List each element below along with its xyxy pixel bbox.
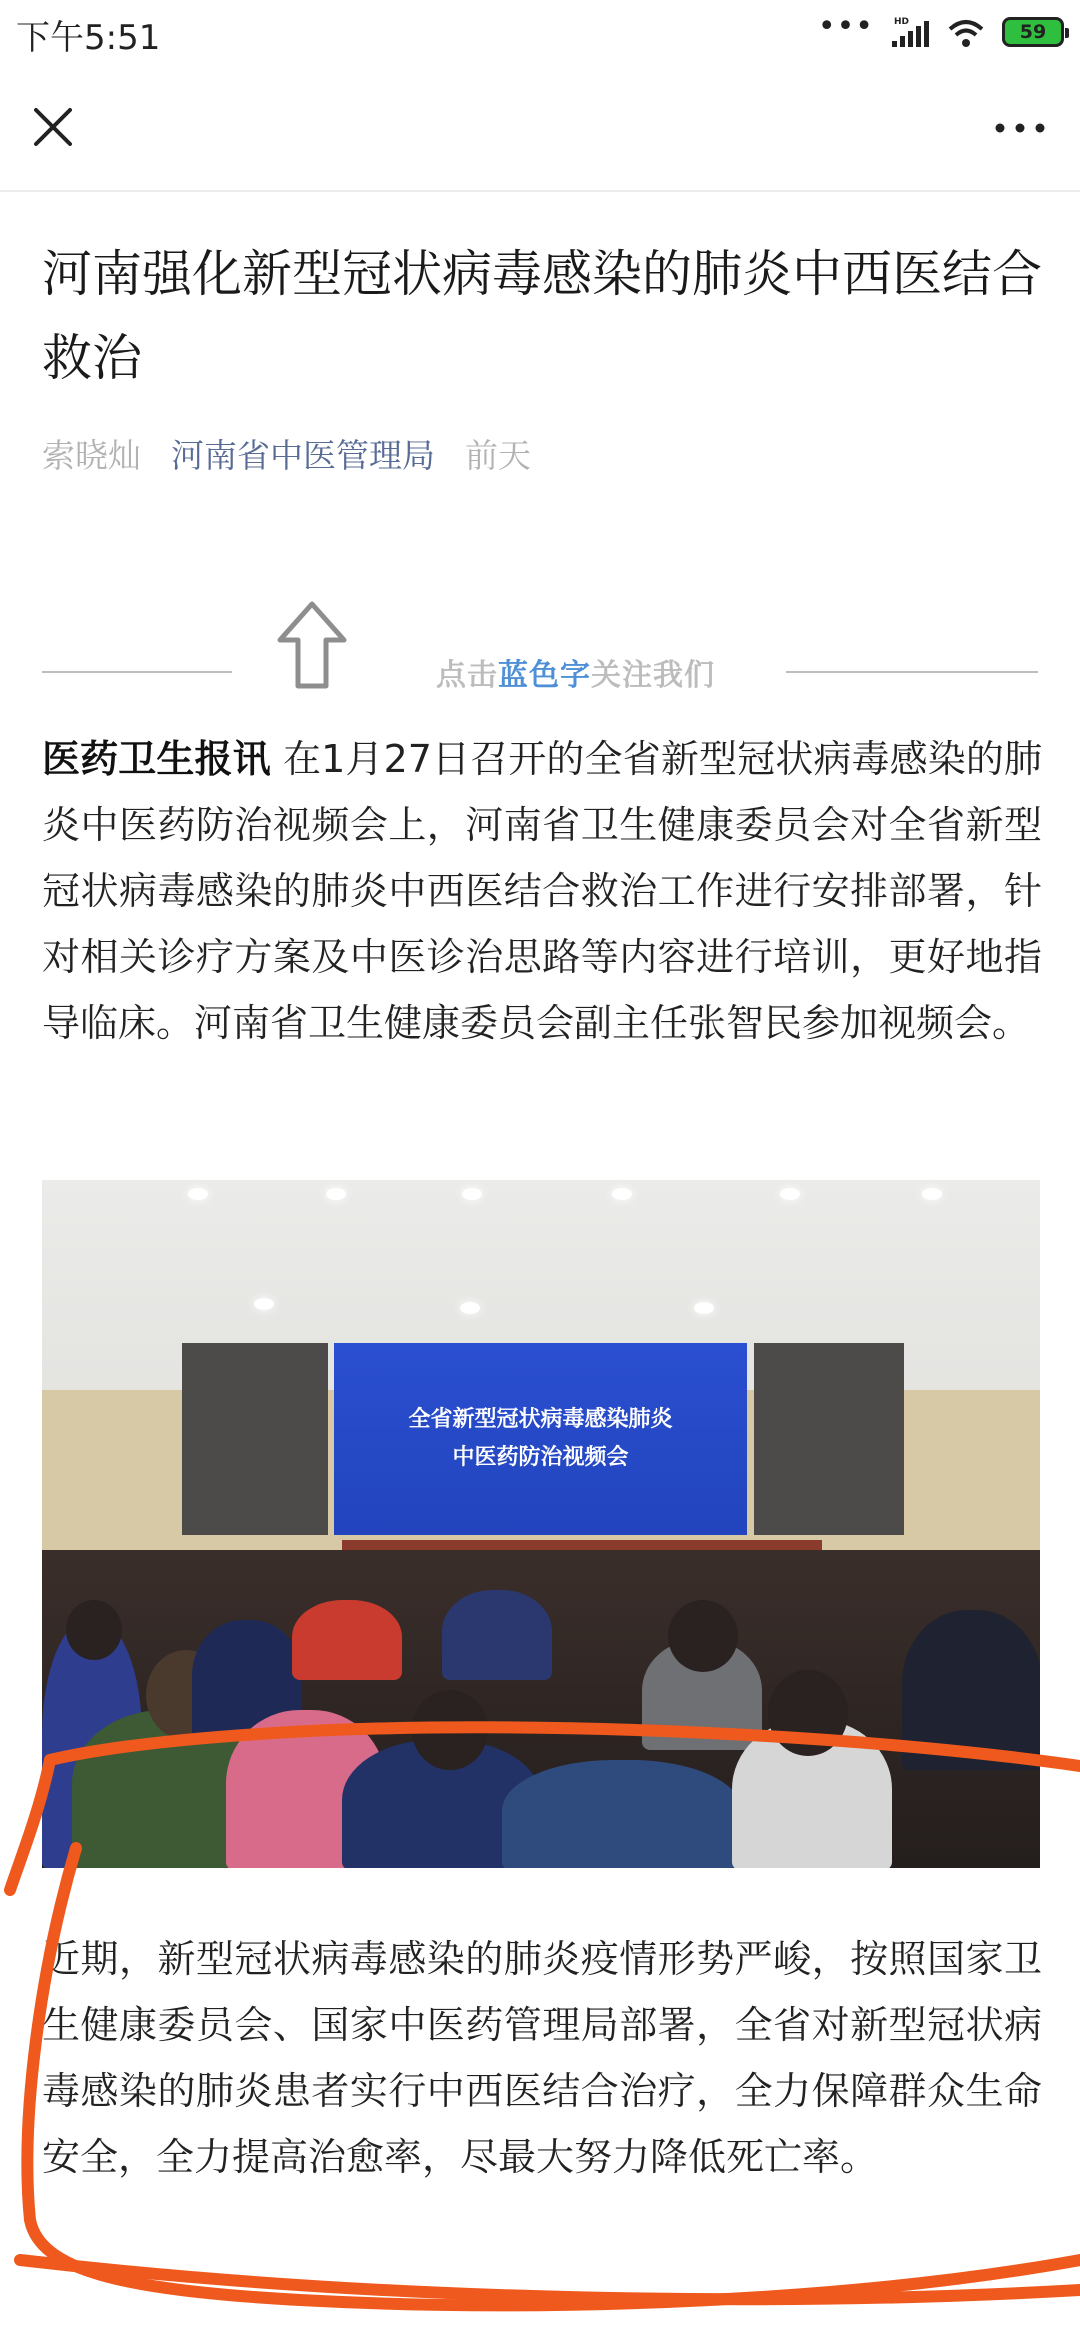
- screen-line-2: 中医药防治视频会: [452, 1445, 629, 1470]
- audience-member: [442, 1590, 552, 1680]
- follow-highlight: 蓝色字: [498, 658, 591, 693]
- article-photo[interactable]: [42, 1180, 1040, 1868]
- audience-member: [292, 1600, 402, 1680]
- article-meta: [42, 430, 531, 477]
- ceiling-light: [612, 1188, 632, 1200]
- signal-icon: [890, 15, 930, 49]
- follow-banner-text[interactable]: [436, 650, 715, 694]
- article-author: 索晓灿: [42, 436, 141, 475]
- status-icons: [817, 9, 1064, 52]
- stage-screen: [334, 1343, 747, 1535]
- audience-member-head: [768, 1670, 848, 1756]
- nav-bar: [0, 66, 1080, 192]
- more-icon[interactable]: [990, 110, 1050, 146]
- audience-member: [502, 1760, 742, 1868]
- paragraph-lead: 医药卫生报讯: [42, 737, 271, 781]
- article-paragraph-2: 近期，新型冠状病毒感染的肺炎疫情形势严峻，按照国家卫生健康委员会、国家中医药管理局部署，全省对新型冠状病毒感染的肺炎患者实行中西医结合治疗，全力保障群众生命安全，全力提高治愈率，尽最大努力降低死亡率。: [42, 1937, 1042, 2179]
- ceiling-light: [462, 1188, 482, 1200]
- article-source-link[interactable]: 河南省中医管理局: [171, 436, 435, 475]
- article-time: 前天: [465, 436, 531, 475]
- ceiling-light: [780, 1188, 800, 1200]
- ceiling-light: [460, 1302, 480, 1314]
- article-paragraph-1: [42, 726, 1042, 1056]
- ceiling-light: [254, 1298, 274, 1310]
- status-bar: [0, 0, 1080, 66]
- dots-icon: •••: [817, 9, 874, 44]
- article-title: 河南强化新型冠状病毒感染的肺炎中西医结合救治: [42, 245, 1042, 387]
- audience-member-head: [668, 1600, 738, 1672]
- battery-level: 59: [1019, 21, 1047, 43]
- ceiling-light: [922, 1188, 942, 1200]
- divider-left: [42, 671, 232, 673]
- screen-line-1: 全省新型冠状病毒感染肺炎: [408, 1407, 673, 1432]
- follow-prefix: 点击: [436, 658, 498, 693]
- audience-member: [902, 1610, 1040, 1770]
- side-panel: [182, 1343, 328, 1535]
- follow-suffix: 关注我们: [591, 658, 715, 693]
- paragraph-body: 在1月27日召开的全省新型冠状病毒感染的肺炎中医药防治视频会上，河南省卫生健康委员会对全省新型冠状病毒感染的肺炎中西医结合救治工作进行安排部署，针对相关诊疗方案及中医诊治思路等内容进行培训，更好地指导临床。河南省卫生健康委员会副主任张智民参加视频会。: [42, 737, 1042, 1045]
- status-time: 下午5:51: [16, 18, 161, 58]
- wifi-icon: [946, 15, 986, 49]
- ceiling-light: [188, 1188, 208, 1200]
- signal-hd-label: HD: [894, 17, 910, 27]
- ceiling-light: [694, 1302, 714, 1314]
- audience-member-head: [66, 1600, 122, 1660]
- audience-member-head: [412, 1690, 488, 1770]
- up-arrow-icon: [274, 600, 350, 690]
- divider-right: [786, 671, 1038, 673]
- close-icon[interactable]: [28, 102, 78, 152]
- ceiling-light: [326, 1188, 346, 1200]
- side-panel: [754, 1343, 904, 1535]
- battery-icon: [1002, 17, 1064, 47]
